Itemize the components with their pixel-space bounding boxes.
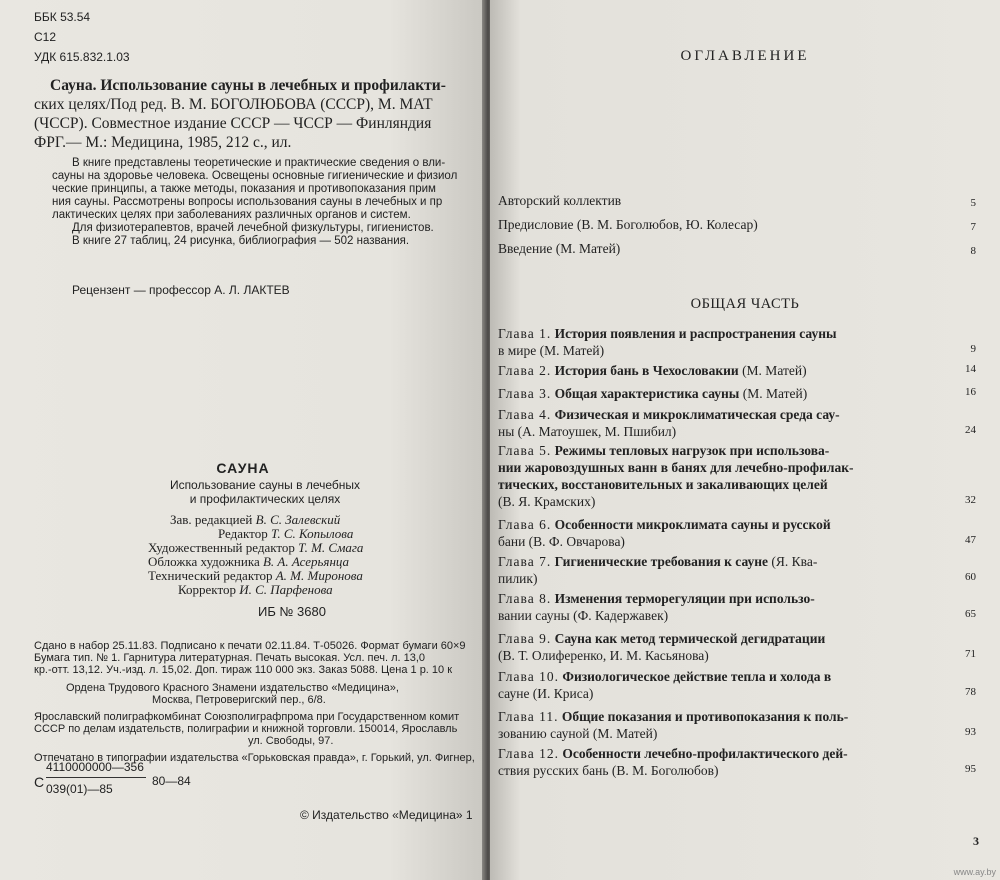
imprint-line: кр.-отт. 13,12. Уч.-изд. л. 15,02. Доп. тираж 110 000 экз. Заказ 5088. Цена 1 р. 10 к — [34, 664, 453, 676]
page-number: 3 — [973, 834, 979, 848]
section-title: ОБЩАЯ ЧАСТЬ — [690, 296, 800, 312]
annotation-line: ческие принципы, а также методы, показания и противопоказания прим — [52, 183, 436, 195]
annotation-line: В книге представлены теоретические и практические сведения о вли- — [72, 157, 446, 169]
publisher-line: Москва, Петроверигский пер., 6/8. — [152, 694, 326, 706]
copyright: © Издательство «Медицина» 1 — [300, 808, 473, 822]
author-code: С12 — [34, 30, 57, 44]
printed-by: Отпечатано в типографии издательства «Горьковская правда», г. Горький, ул. Фигнер, — [34, 752, 475, 764]
toc-chapter-10[interactable]: Глава 10. Физиологическое действие тепла и холода в сауне (И. Криса) 78 — [498, 669, 976, 701]
toc-chapter-5[interactable]: Глава 5. Режимы тепловых нагрузок при использова- нии жаровоздушных ванн в банях для лечебно-профилак- тических, восстановительных и закаливающих целей (В. Я. Крамских) 32 — [498, 443, 976, 509]
left-page — [0, 0, 486, 880]
toc-chapter-6[interactable]: Глава 6. Особенности микроклимата сауны и русской бани (В. Ф. Овчарова) 47 — [498, 517, 976, 549]
toc-entry[interactable]: Введение (М. Матей) 8 — [498, 241, 976, 257]
toc-entry[interactable]: Предисловие (В. М. Боголюбов, Ю. Колесар) 7 — [498, 217, 976, 233]
annotation-line: лактических целях при заболеваниях различных органов и систем. — [52, 209, 411, 221]
credit-line: Зав. редакцией В. С. Залевский — [170, 512, 341, 527]
printer-line: Ярославский полиграфкомбинат Союзполиграфпрома при Государственном комит — [34, 711, 460, 723]
bbk-code: ББК 53.54 — [34, 10, 91, 24]
book-title: САУНА — [216, 460, 270, 476]
watermark: www.ay.by — [953, 867, 996, 877]
fraction-bar — [46, 777, 146, 778]
price-code-letter: С — [34, 774, 45, 790]
price-code-top: 4110000000—356 — [46, 760, 144, 774]
printer-line: ул. Свободы, 97. — [248, 735, 334, 747]
credit-line: Обложка художника В. А. Асерьянца — [148, 554, 350, 569]
udk-code: УДК 615.832.1.03 — [34, 50, 130, 64]
credit-line: Технический редактор А. М. Миронова — [148, 568, 363, 583]
toc-chapter-3[interactable]: Глава 3. Общая характеристика сауны (М. Матей) 16 — [498, 386, 976, 401]
printer-line: СССР по делам издательств, полиграфии и книжной торговли. 150014, Ярославль — [34, 723, 458, 735]
toc-title: ОГЛАВЛЕНИЕ — [680, 48, 810, 64]
publisher-line: Ордена Трудового Красного Знамени издательство «Медицина», — [66, 682, 399, 694]
annotation-line: В книге 27 таблиц, 24 рисунка, библиография — 502 названия. — [72, 235, 410, 247]
bib-header-line-4: ФРГ.— М.: Медицина, 1985, 212 с., ил. — [34, 134, 292, 151]
toc-chapter-7[interactable]: Глава 7. Гигиенические требования к сауне (Я. Ква- пилик) 60 — [498, 554, 976, 586]
credit-line: Художественный редактор Т. М. Смага — [148, 540, 364, 555]
ib-number: ИБ № 3680 — [258, 604, 326, 619]
bib-header-line-1: Сауна. Использование сауны в лечебных и профилакти- — [50, 77, 446, 94]
toc-chapter-9[interactable]: Глава 9. Сауна как метод термической дегидратации (В. Т. Олиференко, И. М. Касьянова) 71 — [498, 631, 976, 663]
annotation-line: Для физиотерапевтов, врачей лечебной физкультуры, гигиенистов. — [72, 222, 434, 234]
annotation-line: сауны на здоровье человека. Освещены основные гигиенические и физиол — [52, 170, 458, 182]
toc-chapter-11[interactable]: Глава 11. Общие показания и противопоказания к поль- зованию сауной (М. Матей) 93 — [498, 709, 976, 741]
toc-chapter-8[interactable]: Глава 8. Изменения терморегуляции при использо- вании сауны (Ф. Кадержавек) 65 — [498, 591, 976, 623]
price-code-right: 80—84 — [152, 774, 191, 788]
toc-chapter-12[interactable]: Глава 12. Особенности лечебно-профилактического дей- ствия русских бань (В. М. Боголюбов) 95 — [498, 746, 976, 778]
credit-line: Корректор И. С. Парфенова — [178, 582, 333, 597]
toc-chapter-4[interactable]: Глава 4. Физическая и микроклиматическая среда сау- ны (А. Матоушек, М. Пшибил) 24 — [498, 407, 976, 439]
imprint-line: Сдано в набор 25.11.83. Подписано к печати 02.11.84. Т-05026. Формат бумаги 60×9 — [34, 640, 466, 652]
toc-chapter-2[interactable]: Глава 2. История бань в Чехословакии (М. Матей) 14 — [498, 363, 976, 378]
bib-header-line-3: (ЧССР). Совместное издание СССР — ЧССР — Финляндия — [34, 115, 432, 132]
credit-line: Редактор Т. С. Копылова — [218, 526, 354, 541]
subtitle-line: Использование сауны в лечебных — [169, 478, 361, 492]
price-code-bottom: 039(01)—85 — [46, 782, 113, 796]
reviewer: Рецензент — профессор А. Л. ЛАКТЕВ — [72, 283, 290, 297]
toc-entry[interactable]: Авторский коллектив 5 — [498, 193, 976, 209]
toc-chapter-1[interactable]: Глава 1. История появления и распространения сауны в мире (М. Матей) 9 — [498, 326, 976, 358]
annotation-line: ния сауны. Рассмотрены вопросы использования сауны в лечебных и пр — [52, 196, 443, 208]
book-subtitle — [0, 478, 486, 506]
imprint-line: Бумага тип. № 1. Гарнитура литературная. Печать высокая. Усл. печ. л. 13,0 — [34, 652, 426, 664]
subtitle-line: и профилактических целях — [189, 492, 341, 506]
bib-header-line-2: ских целях/Под ред. В. М. БОГОЛЮБОВА (СССР), М. МАТ — [34, 96, 433, 113]
